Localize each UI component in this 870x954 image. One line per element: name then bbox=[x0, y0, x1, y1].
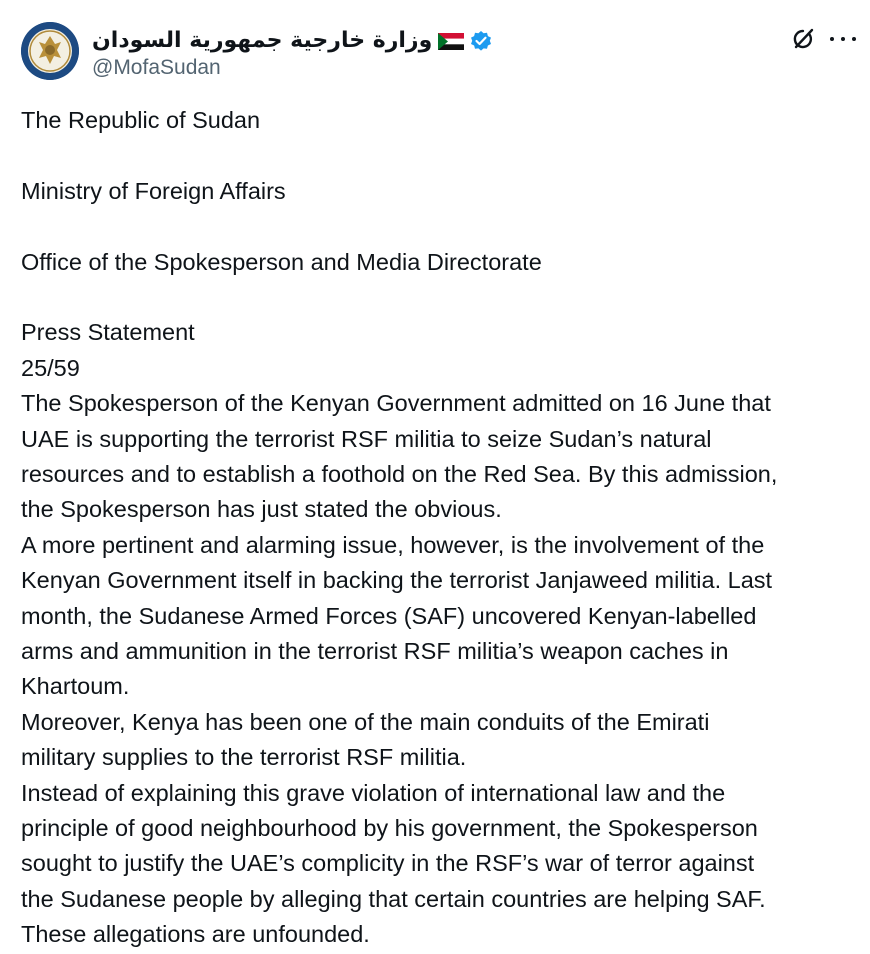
post-text-line: sought to justify the UAE’s complicity in the RSF’s war of terror against bbox=[21, 850, 755, 877]
more-dot bbox=[830, 37, 834, 41]
sudan-flag-icon bbox=[438, 33, 464, 50]
post-text-line: Kenyan Government itself in backing the terrorist Janjaweed militia. Last bbox=[21, 567, 773, 594]
post-text-line: month, the Sudanese Armed Forces (SAF) uncovered Kenyan-labelled bbox=[21, 602, 757, 629]
paragraph-gap bbox=[21, 138, 861, 173]
post-text-line: principle of good neighbourhood by his government, the Spokesperson bbox=[21, 815, 758, 842]
grok-icon[interactable] bbox=[790, 26, 816, 52]
post-text-line: Ministry of Foreign Affairs bbox=[21, 177, 286, 204]
more-dot bbox=[841, 37, 845, 41]
post-header bbox=[0, 0, 870, 96]
post-text-line: 25/59 bbox=[21, 354, 80, 381]
account-handle[interactable]: @MofaSudan bbox=[92, 56, 221, 79]
post-text-line: Moreover, Kenya has been one of the main conduits of the Emirati bbox=[21, 708, 710, 735]
post-text-line: The Spokesperson of the Kenyan Government admitted on 16 June that bbox=[21, 390, 771, 417]
more-icon[interactable] bbox=[830, 27, 856, 51]
post-text-line: arms and ammunition in the terrorist RSF militia’s weapon caches in bbox=[21, 638, 729, 665]
post-text-line: Office of the Spokesperson and Media Directorate bbox=[21, 248, 542, 275]
post-text-line: Press Statement bbox=[21, 319, 195, 346]
name-row bbox=[92, 26, 492, 56]
display-name[interactable]: وزارة خارجية جمهورية السودان bbox=[92, 28, 433, 53]
paragraph-gap bbox=[21, 209, 861, 244]
post-text-line: the Sudanese people by alleging that certain countries are helping SAF. bbox=[21, 885, 766, 912]
more-dot bbox=[852, 37, 856, 41]
post-text-line: Instead of explaining this grave violation of international law and the bbox=[21, 779, 726, 806]
post-text-line: military supplies to the terrorist RSF militia. bbox=[21, 744, 467, 771]
avatar[interactable] bbox=[21, 22, 79, 80]
post-text-line: UAE is supporting the terrorist RSF militia to seize Sudan’s natural bbox=[21, 425, 712, 452]
post-text bbox=[21, 103, 861, 953]
post-text-line: The Republic of Sudan bbox=[21, 107, 261, 133]
verified-badge-icon bbox=[470, 30, 492, 52]
post-text-line: These allegations are unfounded. bbox=[21, 921, 370, 948]
post-text-line: resources and to establish a foothold on the Red Sea. By this admission, bbox=[21, 461, 778, 488]
post-text-line: A more pertinent and alarming issue, however, is the involvement of the bbox=[21, 531, 765, 558]
post-text-line: the Spokesperson has just stated the obvious. bbox=[21, 496, 502, 523]
post-text-line: Khartoum. bbox=[21, 673, 130, 700]
paragraph-gap bbox=[21, 280, 861, 315]
